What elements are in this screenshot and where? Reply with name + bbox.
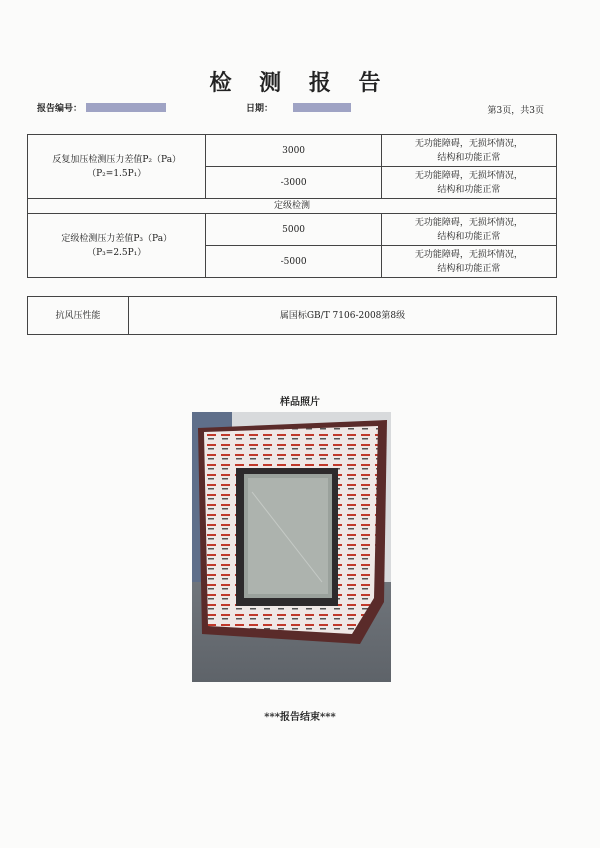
table-row bbox=[28, 199, 557, 214]
table-row bbox=[28, 297, 557, 335]
pressure-test-table bbox=[27, 134, 557, 278]
table-row bbox=[28, 135, 557, 167]
pressure-value: -3000 bbox=[206, 167, 381, 199]
pressure-value: 3000 bbox=[206, 135, 381, 167]
result-line: 无功能障碍，无损坏情况， bbox=[414, 170, 523, 181]
report-number bbox=[37, 101, 166, 114]
p2-label: 反复加压检测压力差值P₂（Pa） bbox=[52, 154, 182, 165]
wind-resistance-table bbox=[27, 296, 557, 335]
p3-label: 定级检测压力差值P₃（Pa） bbox=[61, 233, 173, 244]
pressure-value: -5000 bbox=[206, 246, 381, 278]
p3-label-cell bbox=[28, 214, 206, 278]
result-line: 结构和功能正常 bbox=[437, 152, 501, 163]
result-line: 无功能障碍，无损坏情况， bbox=[414, 249, 523, 260]
sample-photo bbox=[192, 412, 391, 682]
result-cell bbox=[381, 135, 556, 167]
page-number: 第3页，共3页 bbox=[487, 106, 544, 116]
wind-resistance-label: 抗风压性能 bbox=[28, 297, 129, 335]
result-line: 无功能障碍，无损坏情况， bbox=[414, 217, 523, 228]
p2-formula: （P₂=1.5P₁） bbox=[87, 168, 147, 179]
result-line: 结构和功能正常 bbox=[437, 184, 501, 195]
result-line: 无功能障碍，无损坏情况， bbox=[414, 138, 523, 149]
result-line: 结构和功能正常 bbox=[437, 231, 501, 242]
p2-label-cell bbox=[28, 135, 206, 199]
report-end: ***报告结束*** bbox=[264, 712, 336, 723]
result-cell bbox=[381, 246, 556, 278]
result-line: 结构和功能正常 bbox=[437, 263, 501, 274]
report-number-label: 报告编号： bbox=[37, 104, 83, 114]
pressure-value: 5000 bbox=[206, 214, 381, 246]
date-redaction bbox=[293, 103, 351, 112]
wind-resistance-value: 属国标GB/T 7106-2008第8级 bbox=[129, 297, 557, 335]
date-label: 日期： bbox=[246, 104, 274, 114]
result-cell bbox=[381, 167, 556, 199]
table-row bbox=[28, 214, 557, 246]
report-title: 检 测 报 告 bbox=[209, 70, 391, 96]
result-cell bbox=[381, 214, 556, 246]
photo-title: 样品照片 bbox=[280, 397, 320, 408]
level-test-header: 定级检测 bbox=[28, 199, 557, 214]
p3-formula: （P₃=2.5P₁） bbox=[87, 247, 147, 258]
report-date bbox=[246, 101, 351, 114]
report-number-redaction bbox=[86, 103, 166, 112]
